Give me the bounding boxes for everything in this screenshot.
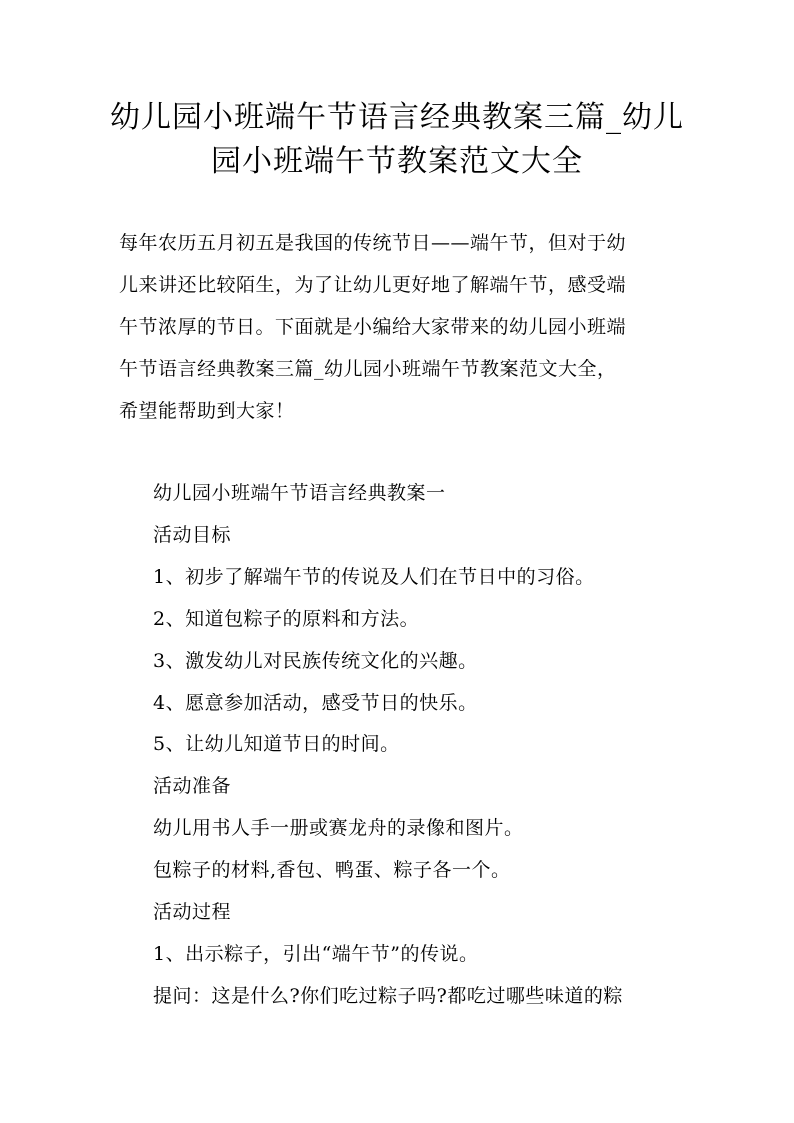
title-line-1: 幼儿园小班端午节语言经典教案三篇_幼儿 bbox=[110, 100, 684, 135]
process-item: 提问：这是什么?你们吃过粽子吗?都吃过哪些味道的粽 bbox=[153, 984, 623, 1007]
goal-item: 4、愿意参加活动，感受节日的快乐。 bbox=[153, 691, 478, 714]
intro-line: 每年农历五月初五是我国的传统节日——端午节，但对于幼 bbox=[119, 232, 627, 254]
intro-line: 午节浓厚的节日。下面就是小编给大家带来的幼儿园小班端 bbox=[119, 316, 627, 338]
process-item: 1、出示粽子，引出“端午节”的传说。 bbox=[153, 942, 479, 965]
goal-item: 3、激发幼儿对民族传统文化的兴趣。 bbox=[153, 649, 478, 672]
goal-item: 2、知道包粽子的原料和方法。 bbox=[153, 607, 420, 630]
subheading-activity-process: 活动过程 bbox=[153, 901, 232, 924]
section-heading: 幼儿园小班端午节语言经典教案一 bbox=[153, 482, 446, 504]
subheading-activity-prep: 活动准备 bbox=[153, 775, 232, 798]
intro-line: 希望能帮助到大家！ bbox=[119, 400, 295, 422]
prep-item: 幼儿用书人手一册或赛龙舟的录像和图片。 bbox=[153, 817, 524, 840]
goal-item: 5、让幼儿知道节日的时间。 bbox=[153, 733, 400, 756]
intro-line: 午节语言经典教案三篇_幼儿园小班端午节教案范文大全， bbox=[119, 358, 617, 380]
goal-item: 1、初步了解端午节的传说及人们在节日中的习俗。 bbox=[153, 565, 595, 588]
intro-line: 儿来讲还比较陌生，为了让幼儿更好地了解端午节，感受端 bbox=[119, 274, 627, 296]
subheading-activity-goals: 活动目标 bbox=[153, 523, 232, 546]
lesson-plan-body bbox=[153, 473, 683, 1018]
document-title bbox=[110, 96, 684, 184]
prep-item: 包粽子的材料,香包、鸭蛋、粽子各一个。 bbox=[153, 859, 511, 882]
intro-paragraph bbox=[119, 222, 675, 432]
title-line-2: 园小班端午节教案范文大全 bbox=[211, 144, 583, 179]
